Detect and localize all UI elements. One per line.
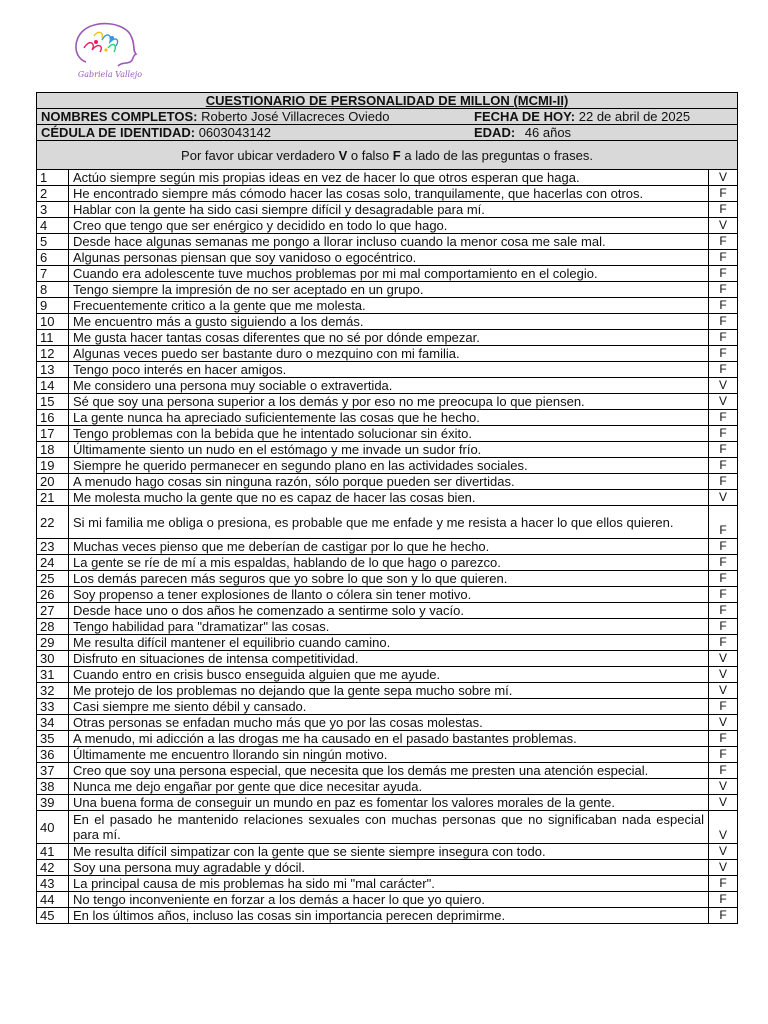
instruction-row: [37, 141, 738, 170]
question-number: 18: [37, 442, 69, 458]
question-number: 43: [37, 876, 69, 892]
answer-cell[interactable]: V: [709, 811, 738, 844]
question-row: [37, 635, 738, 651]
question-row: [37, 892, 738, 908]
answer-cell[interactable]: F: [709, 426, 738, 442]
question-text: Me protejo de los problemas no dejando que la gente sepa mucho sobre mí.: [69, 683, 709, 699]
answer-cell[interactable]: V: [709, 490, 738, 506]
answer-cell[interactable]: V: [709, 779, 738, 795]
answer-cell[interactable]: F: [709, 587, 738, 603]
question-row: [37, 202, 738, 218]
question-row: [37, 683, 738, 699]
question-row: [37, 699, 738, 715]
answer-cell[interactable]: F: [709, 876, 738, 892]
name-label: NOMBRES COMPLETOS:: [41, 109, 198, 124]
id-label: CÉDULA DE IDENTIDAD:: [41, 125, 196, 140]
question-number: 9: [37, 298, 69, 314]
question-row: [37, 330, 738, 346]
question-row: [37, 908, 738, 924]
question-number: 3: [37, 202, 69, 218]
question-row: [37, 186, 738, 202]
question-text: Siempre he querido permanecer en segundo plano en las actividades sociales.: [69, 458, 709, 474]
question-row: [37, 314, 738, 330]
question-text: Hablar con la gente ha sido casi siempre difícil y desagradable para mí.: [69, 202, 709, 218]
question-number: 42: [37, 860, 69, 876]
answer-cell[interactable]: F: [709, 506, 738, 539]
answer-cell[interactable]: F: [709, 410, 738, 426]
question-number: 29: [37, 635, 69, 651]
question-text: Cuando era adolescente tuve muchos problemas por mi mal comportamiento en el colegio.: [69, 266, 709, 282]
question-text: He encontrado siempre más cómodo hacer las cosas solo, tranquilamente, que hacerlas con otros.: [69, 186, 709, 202]
question-row: [37, 876, 738, 892]
question-text: Tengo problemas con la bebida que he intentado solucionar sin éxito.: [69, 426, 709, 442]
answer-cell[interactable]: F: [709, 250, 738, 266]
question-row: [37, 555, 738, 571]
question-row: [37, 587, 738, 603]
answer-cell[interactable]: F: [709, 747, 738, 763]
answer-cell[interactable]: F: [709, 298, 738, 314]
question-text: Una buena forma de conseguir un mundo en paz es fomentar los valores morales de la gente.: [69, 795, 709, 811]
answer-cell[interactable]: F: [709, 699, 738, 715]
question-number: 44: [37, 892, 69, 908]
answer-cell[interactable]: V: [709, 394, 738, 410]
question-number: 22: [37, 506, 69, 539]
question-number: 38: [37, 779, 69, 795]
question-text: A menudo hago cosas sin ninguna razón, sólo porque pueden ser divertidas.: [69, 474, 709, 490]
question-text: A menudo, mi adicción a las drogas me ha causado en el pasado bastantes problemas.: [69, 731, 709, 747]
question-number: 21: [37, 490, 69, 506]
question-number: 27: [37, 603, 69, 619]
answer-cell[interactable]: F: [709, 282, 738, 298]
question-row: [37, 539, 738, 555]
question-number: 35: [37, 731, 69, 747]
answer-cell[interactable]: F: [709, 619, 738, 635]
question-row: [37, 667, 738, 683]
answer-cell[interactable]: V: [709, 844, 738, 860]
answer-cell[interactable]: F: [709, 330, 738, 346]
question-text: Me molesta mucho la gente que no es capaz de hacer las cosas bien.: [69, 490, 709, 506]
question-text: En los últimos años, incluso las cosas sin importancia perecen deprimirme.: [69, 908, 709, 924]
question-row: [37, 490, 738, 506]
answer-cell[interactable]: V: [709, 651, 738, 667]
question-row: [37, 426, 738, 442]
question-row: [37, 410, 738, 426]
question-text: Sé que soy una persona superior a los demás y por eso no me preocupa lo que piensen.: [69, 394, 709, 410]
question-text: Actúo siempre según mis propias ideas en vez de hacer lo que otros esperan que haga.: [69, 170, 709, 186]
question-number: 6: [37, 250, 69, 266]
question-text: Últimamente siento un nudo en el estómago y me invade un sudor frío.: [69, 442, 709, 458]
question-number: 41: [37, 844, 69, 860]
question-number: 1: [37, 170, 69, 186]
question-text: Tengo siempre la impresión de no ser aceptado en un grupo.: [69, 282, 709, 298]
question-number: 11: [37, 330, 69, 346]
question-text: No tengo inconveniente en forzar a los demás a hacer lo que yo quiero.: [69, 892, 709, 908]
date-label: FECHA DE HOY:: [474, 109, 576, 124]
question-row: [37, 571, 738, 587]
question-text: Frecuentemente critico a la gente que me molesta.: [69, 298, 709, 314]
form-title: CUESTIONARIO DE PERSONALIDAD DE MILLON (MCMI-II): [37, 93, 738, 109]
question-number: 17: [37, 426, 69, 442]
question-text: Desde hace uno o dos años he comenzado a sentirme solo y vacío.: [69, 603, 709, 619]
question-row: [37, 860, 738, 876]
question-row: [37, 266, 738, 282]
question-row: [37, 747, 738, 763]
question-text: La gente se ríe de mí a mis espaldas, hablando de lo que hago o parezco.: [69, 555, 709, 571]
answer-cell[interactable]: F: [709, 202, 738, 218]
question-number: 7: [37, 266, 69, 282]
answer-cell[interactable]: F: [709, 763, 738, 779]
question-row: [37, 506, 738, 539]
question-text: Últimamente me encuentro llorando sin ningún motivo.: [69, 747, 709, 763]
question-number: 30: [37, 651, 69, 667]
question-row: [37, 346, 738, 362]
date-value: 22 de abril de 2025: [578, 109, 691, 124]
question-number: 4: [37, 218, 69, 234]
question-row: [37, 811, 738, 844]
question-row: [37, 442, 738, 458]
question-text: Me resulta difícil mantener el equilibrio cuando camino.: [69, 635, 709, 651]
question-number: 39: [37, 795, 69, 811]
question-row: [37, 474, 738, 490]
question-number: 5: [37, 234, 69, 250]
question-number: 28: [37, 619, 69, 635]
question-text: Muchas veces pienso que me deberían de castigar por lo que he hecho.: [69, 539, 709, 555]
question-text: Soy una persona muy agradable y dócil.: [69, 860, 709, 876]
question-row: [37, 763, 738, 779]
head-silhouette-icon: [56, 18, 164, 70]
answer-cell[interactable]: F: [709, 458, 738, 474]
question-text: Otras personas se enfadan mucho más que yo por las cosas molestas.: [69, 715, 709, 731]
question-number: 13: [37, 362, 69, 378]
answer-cell[interactable]: F: [709, 186, 738, 202]
question-number: 2: [37, 186, 69, 202]
question-text: Me considero una persona muy sociable o extravertida.: [69, 378, 709, 394]
answer-cell[interactable]: F: [709, 908, 738, 924]
question-row: [37, 795, 738, 811]
answer-cell[interactable]: V: [709, 795, 738, 811]
answer-cell[interactable]: F: [709, 539, 738, 555]
question-text: Creo que tengo que ser enérgico y decidido en todo lo que hago.: [69, 218, 709, 234]
question-number: 34: [37, 715, 69, 731]
question-number: 25: [37, 571, 69, 587]
question-text: La principal causa de mis problemas ha sido mi "mal carácter".: [69, 876, 709, 892]
answer-cell[interactable]: F: [709, 442, 738, 458]
answer-cell[interactable]: V: [709, 170, 738, 186]
id-row: [37, 125, 738, 141]
question-number: 45: [37, 908, 69, 924]
question-number: 19: [37, 458, 69, 474]
question-row: [37, 651, 738, 667]
question-text: Me gusta hacer tantas cosas diferentes que no sé por dónde empezar.: [69, 330, 709, 346]
question-number: 26: [37, 587, 69, 603]
answer-cell[interactable]: V: [709, 667, 738, 683]
answer-cell[interactable]: F: [709, 362, 738, 378]
instructions: Por favor ubicar verdadero V o falso F a lado de las preguntas o frases.: [37, 141, 738, 170]
question-number: 32: [37, 683, 69, 699]
question-number: 12: [37, 346, 69, 362]
answer-cell[interactable]: F: [709, 731, 738, 747]
age-label: EDAD:: [474, 125, 516, 140]
question-row: [37, 170, 738, 186]
question-text: Soy propenso a tener explosiones de llanto o cólera sin tener motivo.: [69, 587, 709, 603]
answer-cell[interactable]: F: [709, 635, 738, 651]
question-text: Los demás parecen más seguros que yo sobre lo que son y lo que quieren.: [69, 571, 709, 587]
answer-cell[interactable]: V: [709, 860, 738, 876]
title-row: [37, 93, 738, 109]
question-row: [37, 603, 738, 619]
id-value: 0603043142: [198, 125, 272, 140]
answer-cell[interactable]: F: [709, 603, 738, 619]
question-row: [37, 458, 738, 474]
question-row: [37, 619, 738, 635]
question-row: [37, 362, 738, 378]
question-number: 24: [37, 555, 69, 571]
question-text: Si mi familia me obliga o presiona, es probable que me enfade y me resista a hacer lo que ellos quieren.: [69, 506, 709, 539]
answer-cell[interactable]: F: [709, 555, 738, 571]
question-row: [37, 218, 738, 234]
question-text: Nunca me dejo engañar por gente que dice necesitar ayuda.: [69, 779, 709, 795]
answer-cell[interactable]: V: [709, 683, 738, 699]
age-value: 46 años: [524, 125, 572, 140]
question-row: [37, 298, 738, 314]
name-value: Roberto José Villacreces Oviedo: [201, 109, 390, 124]
logo-caption: Gabriela Vallejo: [77, 70, 143, 79]
answer-cell[interactable]: F: [709, 346, 738, 362]
question-row: [37, 394, 738, 410]
question-number: 14: [37, 378, 69, 394]
answer-cell[interactable]: F: [709, 266, 738, 282]
answer-cell[interactable]: F: [709, 474, 738, 490]
question-number: 8: [37, 282, 69, 298]
question-number: 36: [37, 747, 69, 763]
question-number: 33: [37, 699, 69, 715]
questionnaire-table: [36, 92, 738, 924]
answer-cell[interactable]: V: [709, 715, 738, 731]
question-text: Me resulta difícil simpatizar con la gente que se siente siempre insegura con todo.: [69, 844, 709, 860]
question-number: 10: [37, 314, 69, 330]
question-row: [37, 282, 738, 298]
question-row: [37, 779, 738, 795]
question-text: Me encuentro más a gusto siguiendo a los demás.: [69, 314, 709, 330]
answer-cell[interactable]: F: [709, 314, 738, 330]
name-row: [37, 109, 738, 125]
clinic-logo: [56, 18, 164, 84]
question-number: 23: [37, 539, 69, 555]
question-text: Casi siempre me siento débil y cansado.: [69, 699, 709, 715]
question-text: En el pasado he mantenido relaciones sexuales con muchas personas que no significaban nada especial para mí.: [69, 811, 709, 844]
question-number: 20: [37, 474, 69, 490]
question-row: [37, 715, 738, 731]
question-number: 16: [37, 410, 69, 426]
question-number: 37: [37, 763, 69, 779]
question-row: [37, 250, 738, 266]
answer-cell[interactable]: V: [709, 218, 738, 234]
question-row: [37, 378, 738, 394]
question-row: [37, 844, 738, 860]
question-text: Tengo poco interés en hacer amigos.: [69, 362, 709, 378]
answer-cell[interactable]: F: [709, 571, 738, 587]
question-number: 40: [37, 811, 69, 844]
question-number: 15: [37, 394, 69, 410]
question-text: Cuando entro en crisis busco enseguida alguien que me ayude.: [69, 667, 709, 683]
question-text: Creo que soy una persona especial, que necesita que los demás me presten una atención especial.: [69, 763, 709, 779]
answer-cell[interactable]: F: [709, 234, 738, 250]
question-number: 31: [37, 667, 69, 683]
question-text: Algunas veces puedo ser bastante duro o mezquino con mi familia.: [69, 346, 709, 362]
question-text: Disfruto en situaciones de intensa competitividad.: [69, 651, 709, 667]
question-text: Desde hace algunas semanas me pongo a llorar incluso cuando la menor cosa me sale mal.: [69, 234, 709, 250]
question-text: Algunas personas piensan que soy vanidoso o egocéntrico.: [69, 250, 709, 266]
answer-cell[interactable]: F: [709, 892, 738, 908]
question-text: Tengo habilidad para "dramatizar" las cosas.: [69, 619, 709, 635]
answer-cell[interactable]: V: [709, 378, 738, 394]
question-row: [37, 234, 738, 250]
question-row: [37, 731, 738, 747]
question-text: La gente nunca ha apreciado suficientemente las cosas que he hecho.: [69, 410, 709, 426]
